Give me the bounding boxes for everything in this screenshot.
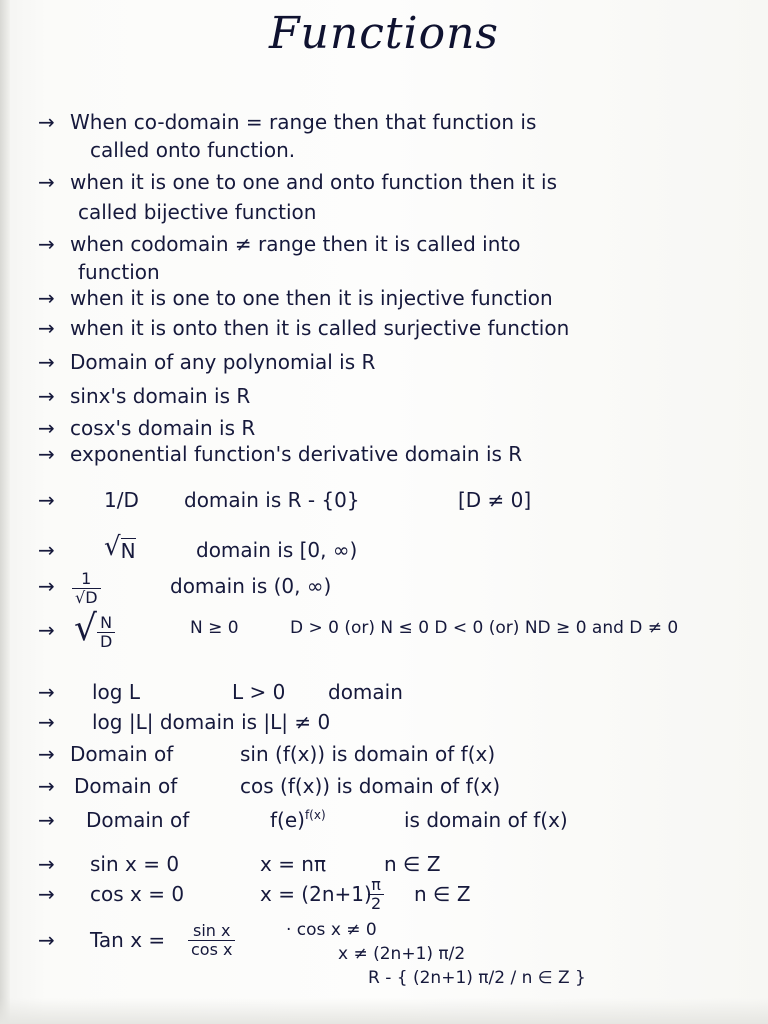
- note-line: [38, 286, 758, 316]
- formula-condition: n ∈ Z: [384, 852, 441, 876]
- formula-expression: sin x = 0: [90, 852, 180, 876]
- arrow-icon: →: [38, 742, 55, 766]
- arrow-icon: →: [38, 416, 55, 440]
- note-text: exponential function's derivative domain is R: [70, 442, 523, 466]
- note-text: when codomain ≠ range then it is called into: [70, 232, 521, 256]
- sqrt-icon: √: [75, 588, 86, 607]
- formula-expression: Tan x =: [90, 928, 166, 952]
- formula-text: cos (f(x)) is domain of f(x): [240, 774, 501, 798]
- page-binding-edge: [0, 0, 10, 1024]
- arrow-icon: →: [38, 618, 55, 642]
- formula-expression: 1/D: [104, 488, 139, 512]
- formula-text: domain: [328, 680, 403, 704]
- arrow-icon: →: [38, 574, 55, 598]
- arrow-icon: →: [38, 442, 55, 466]
- formula-text: Domain of: [70, 742, 174, 766]
- fraction-denominator: D: [99, 632, 113, 651]
- formula-exponent: f(x): [304, 808, 326, 822]
- fraction-denominator: [72, 589, 101, 607]
- note-line: [38, 710, 758, 740]
- note-text: cosx's domain is R: [70, 416, 256, 440]
- formula-condition: x ≠ (2n+1) π/2: [338, 944, 466, 964]
- formula-text: domain is R - {0}: [184, 488, 360, 512]
- formula-text: Domain of: [74, 774, 178, 798]
- note-text: sinx's domain is R: [70, 384, 251, 408]
- note-line: [38, 170, 758, 200]
- note-line: [38, 852, 758, 882]
- note-text: When co-domain = range then that function is: [70, 110, 537, 134]
- arrow-icon: →: [38, 170, 55, 194]
- formula-expression: x = nπ: [260, 852, 327, 876]
- fraction-numerator: sin x: [188, 922, 235, 941]
- formula-base: f(e): [270, 808, 305, 832]
- sqrt-radicand: D: [85, 588, 98, 607]
- fraction-denominator: cos x: [191, 940, 233, 959]
- arrow-icon: →: [38, 680, 55, 704]
- note-line: [38, 680, 758, 710]
- sqrt-radicand: N: [120, 539, 136, 563]
- arrow-icon: →: [38, 316, 55, 340]
- note-line: [38, 442, 758, 472]
- sqrt-icon: √: [74, 608, 97, 649]
- page-title: Functions: [268, 8, 499, 59]
- note-line: [38, 110, 758, 140]
- note-line: [38, 350, 758, 380]
- formula-expression: x = (2n+1): [260, 882, 372, 906]
- note-line: [38, 488, 758, 518]
- arrow-icon: →: [38, 286, 55, 310]
- note-line: [38, 608, 758, 651]
- note-line: [38, 968, 758, 998]
- note-line: [38, 808, 758, 838]
- page-bottom-shadow: [0, 998, 768, 1024]
- formula-condition: [D ≠ 0]: [458, 488, 532, 512]
- arrow-icon: →: [38, 488, 55, 512]
- fraction-numerator: N: [97, 614, 115, 633]
- note-text: when it is one to one then it is injective function: [70, 286, 553, 310]
- note-line: [38, 316, 758, 346]
- fraction: [368, 876, 384, 913]
- formula-expression: [270, 808, 326, 832]
- arrow-icon: →: [38, 882, 55, 906]
- note-line: [38, 384, 758, 414]
- note-text: called bijective function: [78, 200, 317, 224]
- note-text: function: [78, 260, 160, 284]
- formula-text: domain is (0, ∞): [170, 574, 332, 598]
- arrow-icon: →: [38, 110, 55, 134]
- formula-text: Domain of: [86, 808, 190, 832]
- fraction-numerator: 1: [72, 570, 101, 589]
- sqrt-expression: [74, 608, 115, 651]
- arrow-icon: →: [38, 384, 55, 408]
- arrow-icon: →: [38, 852, 55, 876]
- formula-condition: N ≥ 0: [190, 618, 239, 638]
- formula-condition: n ∈ Z: [414, 882, 471, 906]
- arrow-icon: →: [38, 808, 55, 832]
- formula-text: is domain of f(x): [404, 808, 568, 832]
- formula-condition: D > 0 (or) N ≤ 0 D < 0 (or) ND ≥ 0 and D ≠ 0: [290, 618, 679, 638]
- formula-condition: R - { (2n+1) π/2 / n ∈ Z }: [368, 968, 586, 988]
- fraction: [97, 614, 115, 651]
- note-line: [38, 200, 758, 230]
- formula-expression: log L: [92, 680, 140, 704]
- arrow-icon: →: [38, 928, 55, 952]
- arrow-icon: →: [38, 538, 55, 562]
- formula-expression: cos x = 0: [90, 882, 185, 906]
- arrow-icon: →: [38, 232, 55, 256]
- note-line: [38, 532, 758, 568]
- note-line: [38, 774, 758, 804]
- formula-condition: · cos x ≠ 0: [286, 920, 377, 940]
- formula-text: log |L| domain is |L| ≠ 0: [92, 710, 331, 734]
- arrow-icon: →: [38, 350, 55, 374]
- note-line: [38, 569, 758, 607]
- sqrt-icon: √: [104, 532, 121, 562]
- note-line: [38, 232, 758, 262]
- note-text: Domain of any polynomial is R: [70, 350, 376, 374]
- note-line: [38, 138, 758, 168]
- formula-text: domain is [0, ∞): [196, 538, 358, 562]
- note-text: when it is onto then it is called surjective function: [70, 316, 570, 340]
- note-line: [38, 742, 758, 772]
- fraction: [72, 570, 101, 607]
- note-line: [38, 875, 758, 913]
- arrow-icon: →: [38, 710, 55, 734]
- note-text: when it is one to one and onto function then it is: [70, 170, 558, 194]
- fraction-numerator: π: [368, 876, 384, 895]
- fraction-denominator: 2: [371, 894, 382, 913]
- arrow-icon: →: [38, 774, 55, 798]
- note-text: called onto function.: [90, 138, 296, 162]
- formula-text: sin (f(x)) is domain of f(x): [240, 742, 496, 766]
- formula-condition: L > 0: [232, 680, 286, 704]
- sqrt-expression: [104, 532, 136, 563]
